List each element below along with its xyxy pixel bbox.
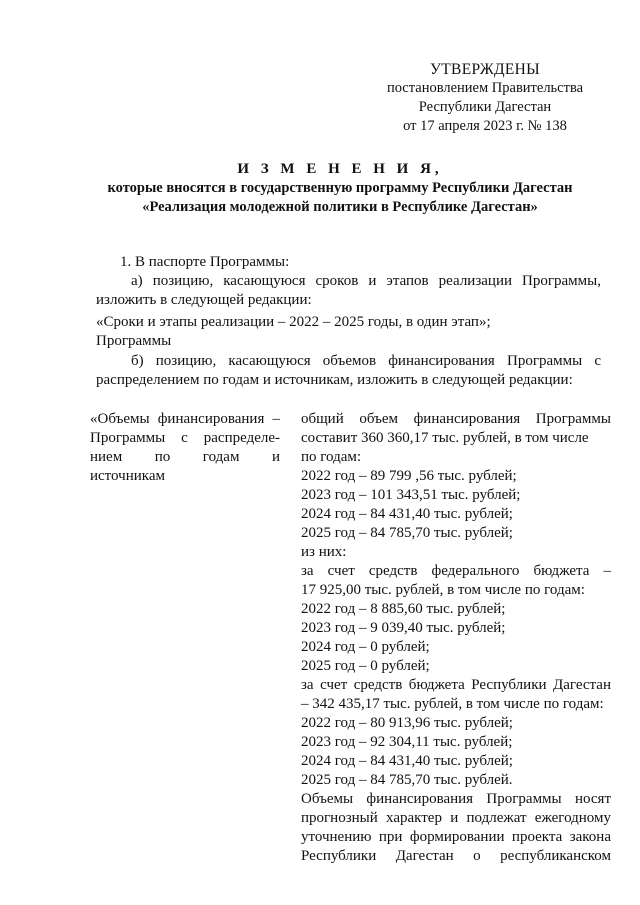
approval-line-3: Республики Дагестан [418,99,552,115]
title-line-3: «Реализация молодежной политики в Республике Дагестан» [142,199,538,215]
approval-line-2: постановлением Правительства [386,80,584,96]
value-line: 2023 год – 101 343,51 тыс. рублей; [301,487,521,503]
label-line: «Объемы финансирования – [90,411,280,427]
value-line: 17 925,00 тыс. рублей, в том числе по годам: [301,582,585,598]
value-line: 2023 год – 9 039,40 тыс. рублей; [301,620,506,636]
approval-date: от 17 апреля 2023 г. № 138 [403,118,567,134]
value-line: 2025 год – 0 рублей; [301,658,430,674]
value-line: 2024 год – 0 рублей; [301,639,430,655]
item-a-line-2: изложить в следующей редакции: [96,292,312,308]
value-line: Республики Дагестан о республиканском [301,848,611,864]
item-b-line-1: б) позицию, касающуюся объемов финансирования Программы с [131,353,601,369]
financing-label-column [90,410,280,486]
value-line: 2023 год – 92 304,11 тыс. рублей; [301,734,513,750]
value-line: 2022 год – 80 913,96 тыс. рублей; [301,715,513,731]
value-line: Объемы финансирования Программы носят [301,791,611,807]
title-heading: И З М Е Н Е Н И Я, [237,161,443,177]
item-a [131,272,601,291]
label-line: источникам [90,468,165,484]
value-line: за счет средств бюджета Республики Дагестан [301,677,611,693]
value-line: из них: [301,544,347,560]
approval-title: УТВЕРЖДЕНЫ [430,61,540,78]
item-1: 1. В паспорте Программы: [120,254,290,270]
value-line: прогнозный характер и подлежат ежегодному [301,810,611,826]
value-line: по годам: [301,449,362,465]
value-line: уточнению при формировании проекта закона [301,829,611,845]
value-line: 2024 год – 84 431,40 тыс. рублей; [301,506,513,522]
value-line: – 342 435,17 тыс. рублей, в том числе по годам: [301,696,604,712]
approval-stamp [370,60,600,136]
quote-terms-continued: Программы [96,333,172,349]
item-b-line-2: распределением по годам и источникам, изложить в следующей редакции: [96,372,573,388]
value-line: 2025 год – 84 785,70 тыс. рублей. [301,772,513,788]
value-line: общий объем финансирования Программы [301,411,611,427]
value-line: 2022 год – 8 885,60 тыс. рублей; [301,601,506,617]
value-line: составит 360 360,17 тыс. рублей, в том числе [301,430,589,446]
title-line-2: которые вносятся в государственную программу Республики Дагестан [107,180,573,196]
item-a-line-1: а) позицию, касающуюся сроков и этапов реализации Программы, [131,273,601,289]
item-b [131,352,601,371]
value-line: 2025 год – 84 785,70 тыс. рублей; [301,525,513,541]
quote-terms: «Сроки и этапы реализации – 2022 – 2025 годы, в один этап»; [96,314,491,330]
label-line: Программы с распределе- [90,430,280,446]
value-line: 2024 год – 84 431,40 тыс. рублей; [301,753,513,769]
value-line: 2022 год – 89 799 ,56 тыс. рублей; [301,468,517,484]
label-line: нием по годам и [90,449,280,465]
document-title [70,160,610,217]
value-line: за счет средств федерального бюджета – [301,563,611,579]
financing-value-column [301,410,611,866]
